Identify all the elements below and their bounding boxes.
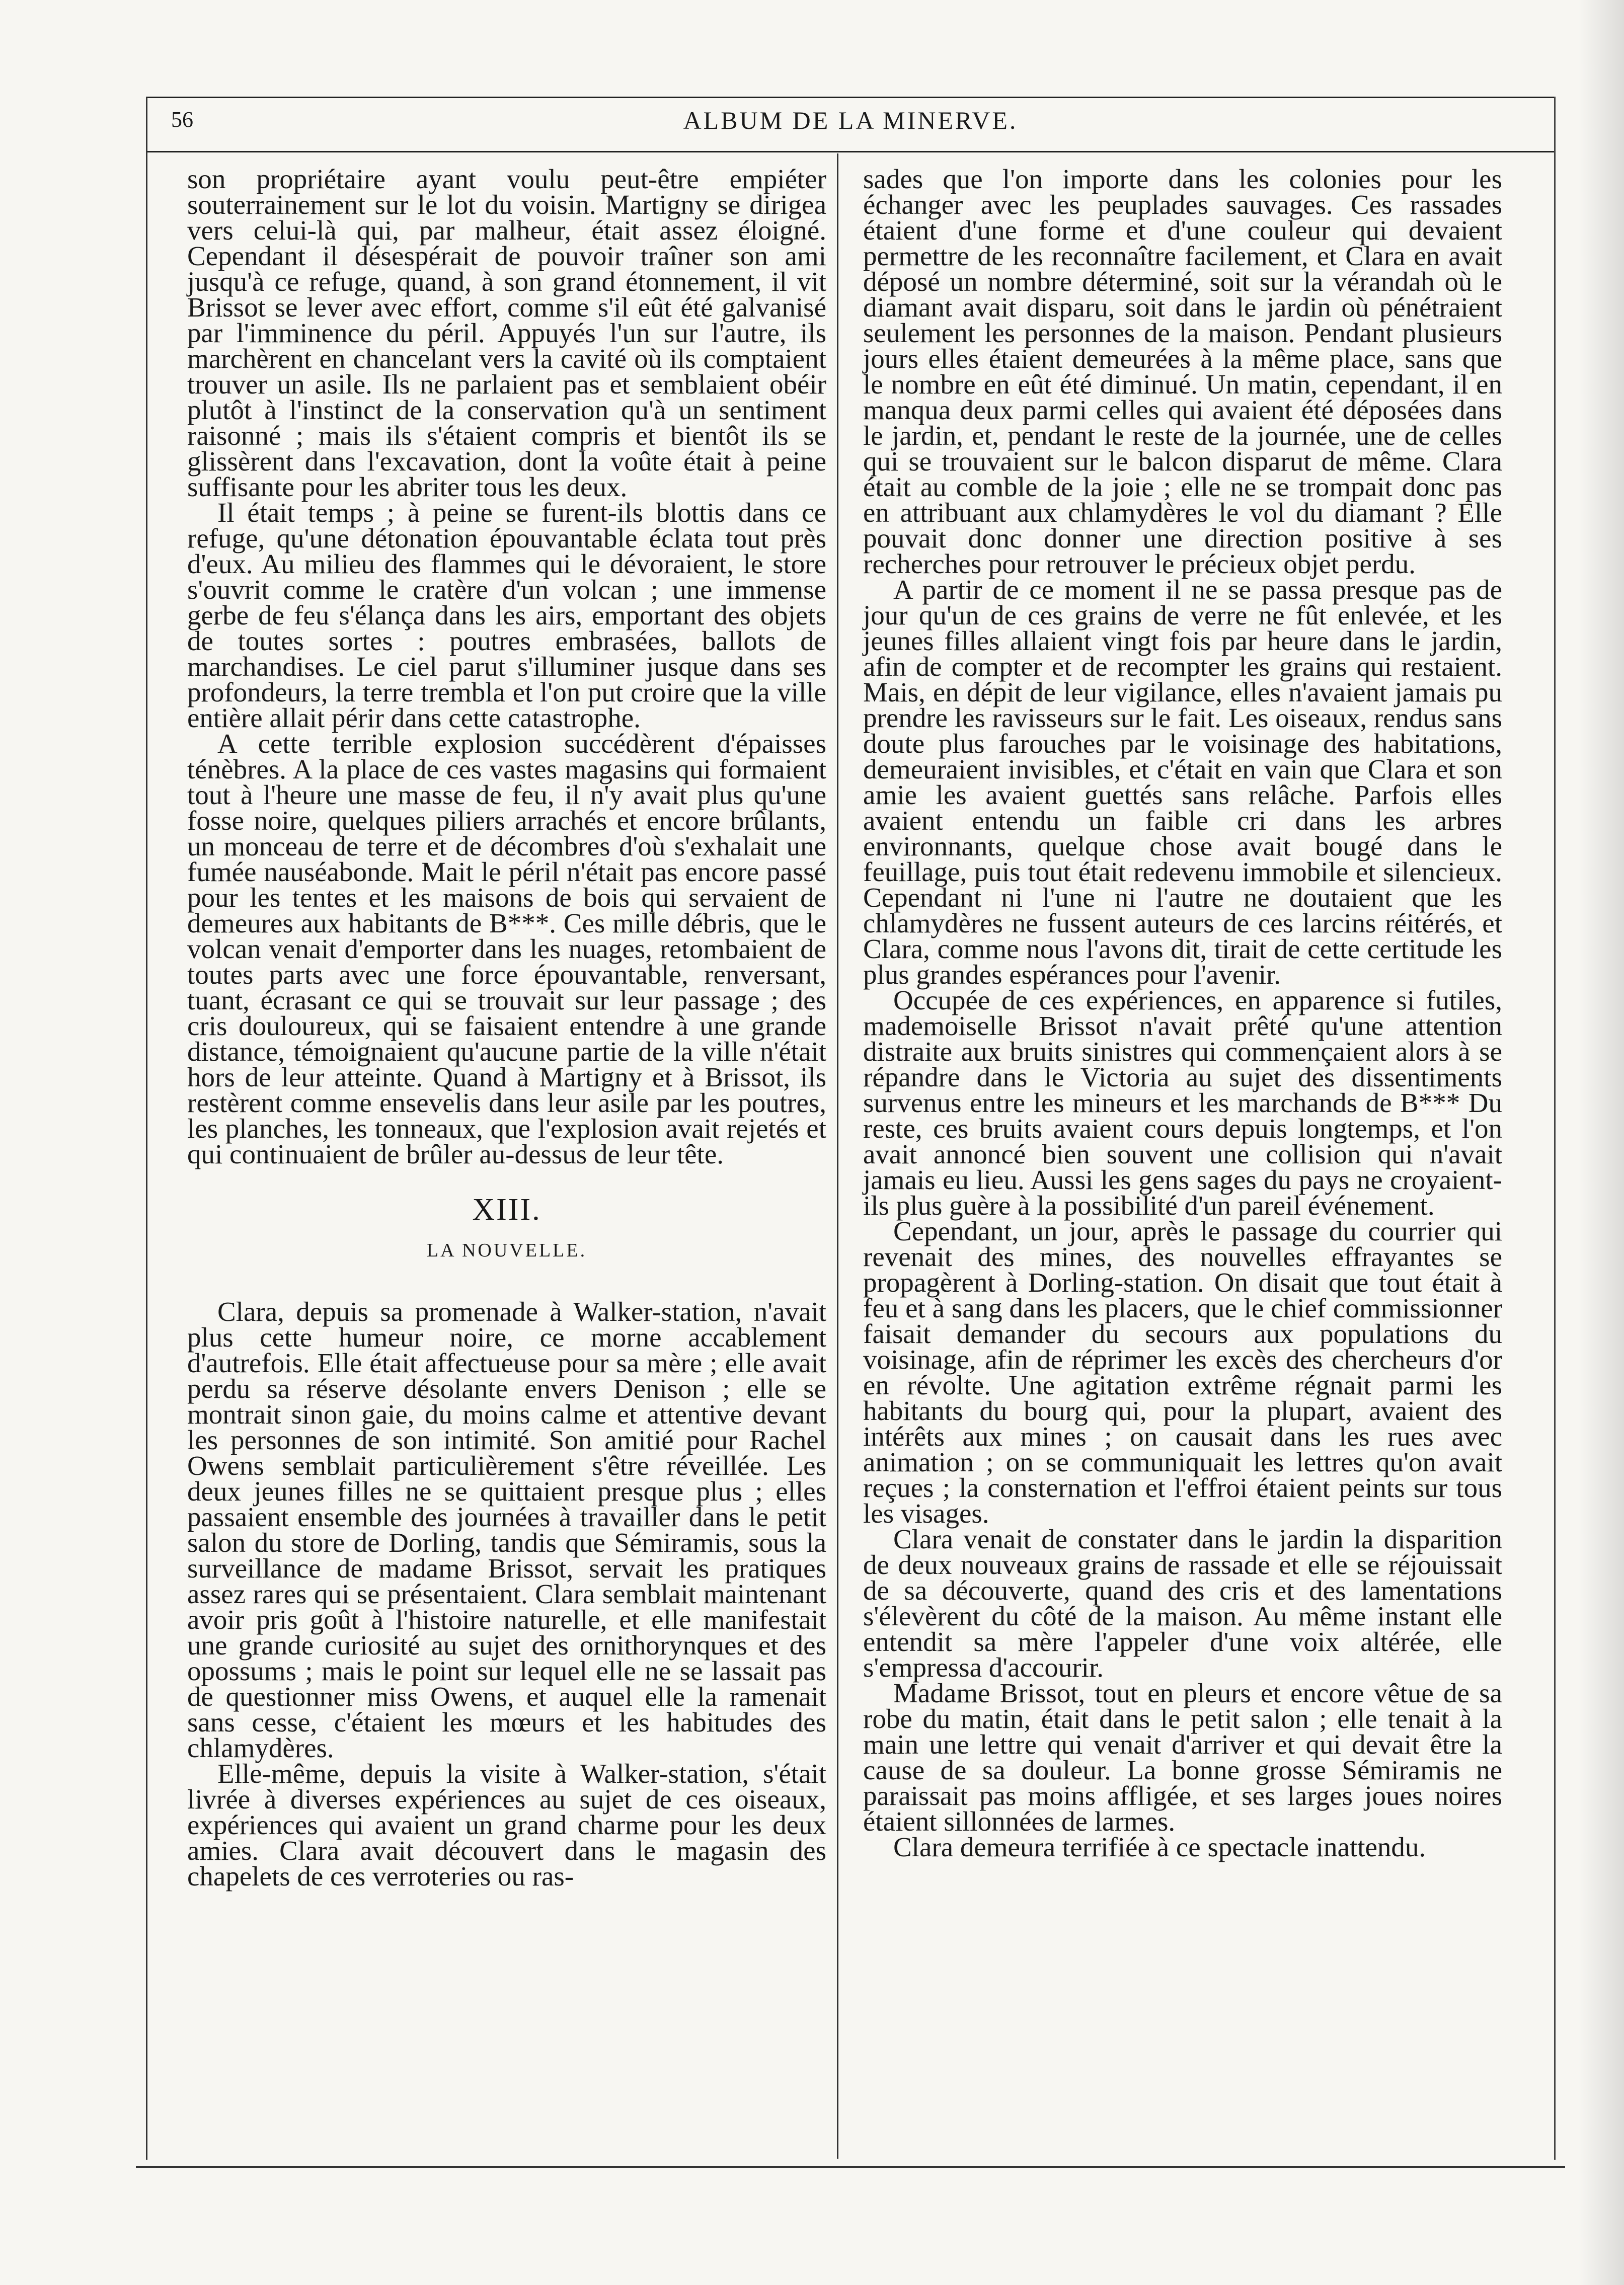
chapter-title: LA NOUVELLE. bbox=[426, 1240, 587, 1261]
paragraph: son propriétaire ayant voulu peut-être empiéter souterrainement sur le lot du voisin. Martigny se dirigea vers celui-là qui, par malheur, était assez éloigné. Cependant il désespérait de pouvoir traîner son ami jusqu'à ce refuge, quand, à son grand étonnement, il vit Brissot se lever avec effort, comme s'il eût été galvanisé par l'imminence du péril. Appuyés l'un sur l'autre, ils marchèrent en chancelant vers la cavité où ils comptaient trouver un asile. Ils ne parlaient pas et semblaient obéir plutôt à l'instinct de la conservation qu'à un sentiment raisonné ; mais ils s'étaient compris et bientôt ils se glissèrent dans l'excavation, dont la voûte était à peine suffisante pour les abriter tous les deux. bbox=[187, 164, 826, 502]
paragraph: Cependant, un jour, après le passage du courrier qui revenait des mines, des nouvelles effrayantes se propagèrent à Dorling-station. On disait que tout était à feu et à sang dans les placers, que le chief commissionner faisait demander du secours aux populations du voisinage, afin de réprimer les excès des chercheurs d'or en révolte. Une agitation extrême régnait parmi les habitants du bourg qui, pour la plupart, avaient des intérêts aux mines ; on causait dans les rues avec animation ; on se communiquait les lettres qu'on avait reçues ; la consternation et l'effroi étaient peints sur tous les visages. bbox=[863, 1216, 1502, 1529]
paragraph: Madame Brissot, tout en pleurs et encore vêtue de sa robe du matin, était dans le petit salon ; elle tenait à la main une lettre qui venait d'arriver et qui devait être la cause de sa douleur. La bonne grosse Sémiramis ne paraissait pas moins affligée, et ses larges joues noires étaient sillonnées de larmes. bbox=[863, 1678, 1502, 1837]
right-column bbox=[863, 166, 1502, 1860]
bottom-rule bbox=[136, 2166, 1565, 2168]
paragraph: Occupée de ces expériences, en apparence si futiles, mademoiselle Brissot n'avait prêté qu'une attention distraite aux bruits sinistres qui commençaient alors à se répandre dans le Victoria au sujet des dissentiments survenus entre les mineurs et les marchands de B*** Du reste, ces bruits avaient cours depuis longtemps, et l'on avait annoncé bien souvent une collision qui n'avait jamais eu lieu. Aussi les gens sages du pays ne croyaient-ils plus guère à la possibilité d'un pareil événement. bbox=[863, 985, 1502, 1221]
paragraph: Clara venait de constater dans le jardin la disparition de deux nouveaux grains de rassade et elle se réjouissait de sa découverte, quand des cris et des lamentations s'élevèrent du côté de la maison. Au même instant elle entendit sa mère l'appeler d'une voix altérée, elle s'empressa d'accourir. bbox=[863, 1524, 1502, 1683]
paragraph: Elle-même, depuis la visite à Walker-station, s'était livrée à diverses expériences au sujet de ces oiseaux, expériences qui avaient un grand charme pour les deux amies. Clara avait découvert dans le magasin des chapelets de ces verroteries ou ras- bbox=[187, 1758, 826, 1892]
paragraph: sades que l'on importe dans les colonies pour les échanger avec les peuplades sauvages. Ces rassades étaient d'une forme et d'une couleur qui devaient permettre de les reconnaître facilement, et Clara en avait déposé un nombre déterminé, soit sur la vérandah où le diamant avait disparu, soit dans le jardin où pénétraient seulement les personnes de la maison. Pendant plusieurs jours elles étaient demeurées à la même place, sans que le nombre en eût été diminué. Un matin, cependant, il en manqua deux parmi celles qui avaient été déposées dans le jardin, et, pendant le reste de la journée, une de celles qui se trouvaient sur le balcon disparut de même. Clara était au comble de la joie ; elle ne se trompait donc pas en attribuant aux chlamydères le vol du diamant ? Elle pouvait donc donner une direction positive à ses recherches pour retrouver le précieux objet perdu. bbox=[863, 164, 1502, 579]
left-column bbox=[187, 164, 826, 1892]
paragraph: Il était temps ; à peine se furent-ils blottis dans ce refuge, qu'une détonation épouvantable éclata tout près d'eux. Au milieu des flammes qui le dévoraient, le store s'ouvrit comme le cratère d'un volcan ; une immense gerbe de feu s'élança dans les airs, emportant des objets de toutes sortes : poutres embrasées, ballots de marchandises. Le ciel parut s'illuminer jusque dans ses profondeurs, la terre trembla et l'on put croire que la ville entière allait périr dans cette catastrophe. bbox=[187, 497, 826, 733]
right-border bbox=[1554, 97, 1556, 2160]
chapter-number: XIII. bbox=[472, 1193, 542, 1227]
left-border bbox=[146, 97, 147, 2160]
page-header bbox=[146, 101, 1555, 146]
paragraph: A partir de ce moment il ne se passa presque pas de jour qu'un de ces grains de verre ne fût enlevée, et les jeunes filles allaient vingt fois par heure dans le jardin, afin de compter et de recompter les grains qui restaient. Mais, en dépit de leur vigilance, elles n'avaient jamais pu prendre les ravisseurs sur le fait. Les oiseaux, rendus sans doute plus farouches par le voisinage des habitations, demeuraient invisibles, et c'était en vain que Clara et son amie les avaient guettés sans relâche. Parfois elles avaient entendu un faible cri dans les arbres environnants, quelque chose avait bougé dans le feuillage, puis tout était redevenu immobile et silencieux. Cependant ni l'une ni l'autre ne doutaient que les chlamydères ne fussent auteurs de ces larcins réitérés, et Clara, comme nous l'avons dit, tirait de cette certitude les plus grandes espérances pour l'avenir. bbox=[863, 574, 1502, 990]
paragraph: A cette terrible explosion succédèrent d'épaisses ténèbres. A la place de ces vastes magasins qui formaient tout à l'heure une masse de feu, il n'y avait plus qu'une fosse noire, quelques piliers arrachés et encore brûlants, un monceau de terre et de décombres d'où s'exhalait une fumée nauséabonde. Mait le péril n'était pas encore passé pour les tentes et les maisons de bois qui servaient de demeures aux habitants de B***. Ces mille débris, que le volcan venait d'emporter dans les nuages, retombaient de toutes parts avec une force épouvantable, renversant, tuant, écrasant ce qui se trouvait sur leur passage ; des cris douloureux, qui se faisaient entendre à une grande distance, témoignaient qu'aucune partie de la ville n'était hors de leur atteinte. Quand à Martigny et à Brissot, ils restèrent comme ensevelis dans leur asile par les poutres, les planches, les tonneaux, que l'explosion avait rejetés et qui continuaient de brûler au-dessus de leur tête. bbox=[187, 728, 826, 1169]
column-divider bbox=[837, 153, 838, 2159]
paragraph: Clara demeura terrifiée à ce spectacle inattendu. bbox=[893, 1832, 1426, 1862]
page-number: 56 bbox=[171, 107, 193, 132]
page-edge-shadow bbox=[1579, 0, 1624, 2285]
top-rule bbox=[146, 97, 1555, 98]
running-title: ALBUM DE LA MINERVE. bbox=[683, 106, 1018, 134]
paragraph: Clara, depuis sa promenade à Walker-station, n'avait plus cette humeur noire, ce morne accablement d'autrefois. Elle était affectueuse pour sa mère ; elle avait perdu sa réserve désolante envers Denison ; elle se montrait sinon gaie, du moins calme et attentive devant les personnes de son intimité. Son amitié pour Rachel Owens semblait particulièrement s'être réveillée. Les deux jeunes filles ne se quittaient presque plus ; elles passaient ensemble des journées à travailler dans le petit salon du store de Dorling, tandis que Sémiramis, sous la surveillance de madame Brissot, servait les pratiques assez rares qui se présentaient. Clara semblait maintenant avoir pris goût à l'histoire naturelle, et elle manifestait une grande curiosité au sujet des ornithorynques et des opossums ; mais le point sur lequel elle ne se lassait pas de questionner miss Owens, et auquel elle la ramenait sans cesse, c'étaient les mœurs et les habitudes des chlamydères. bbox=[187, 1296, 826, 1763]
header-rule bbox=[146, 151, 1555, 152]
